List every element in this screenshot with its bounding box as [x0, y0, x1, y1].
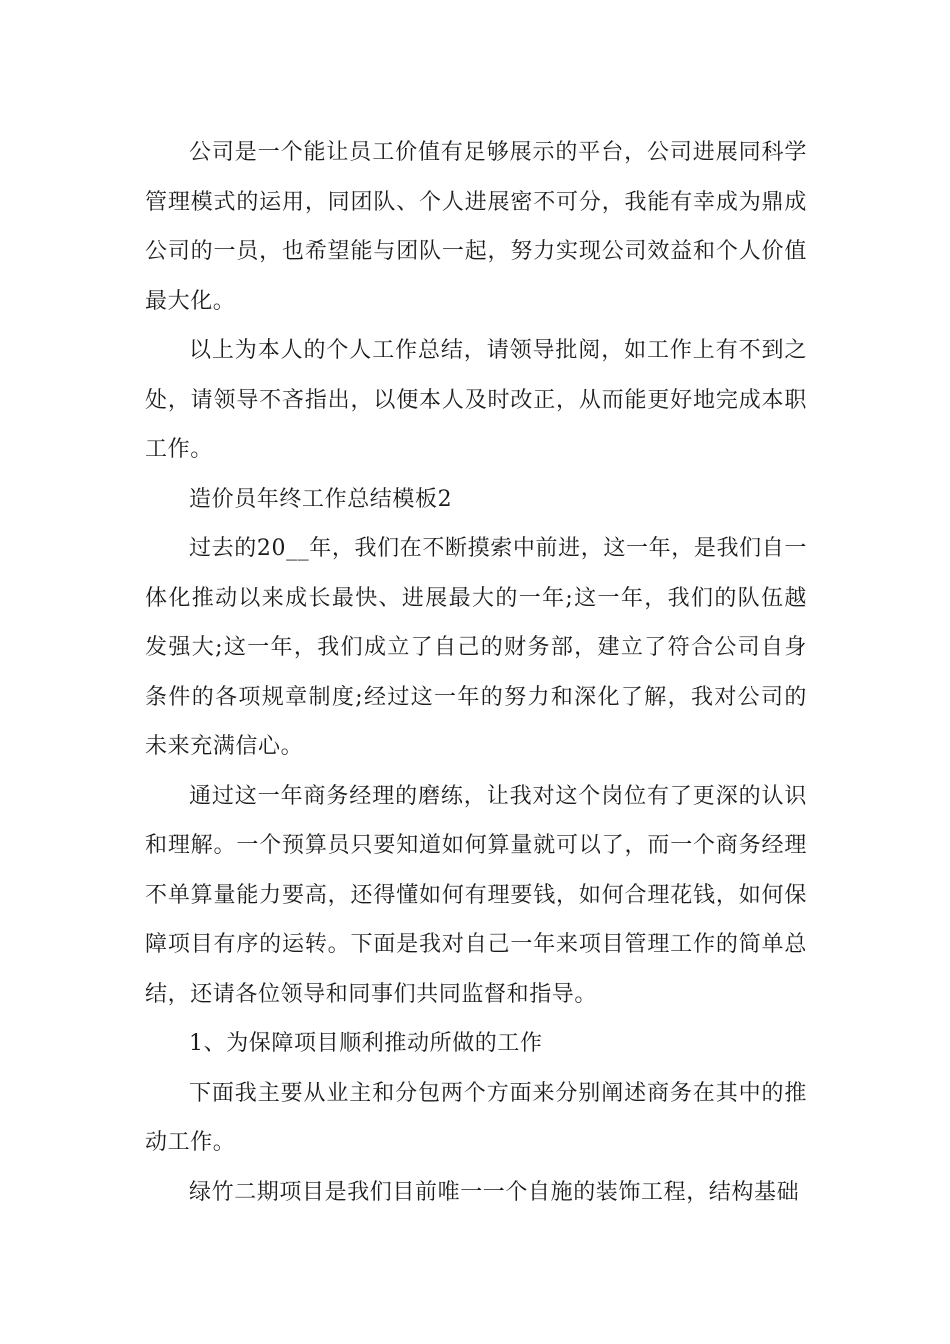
paragraph-company-platform: 公司是一个能让员工价值有足够展示的平台，公司进展同科学管理模式的运用，同团队、个人进展密不可分，我能有幸成为鼎成公司的一员，也希望能与团队一起，努力实现公司效益和个人价值最大化。 [145, 140, 807, 314]
paragraph-past-year: 过去的20__年，我们在不断摸索中前进，这一年，是我们自一体化推动以来成长最快、进展最大的一年;这一年，我们的队伍越发强大;这一年，我们成立了自己的财务部，建立了符合公司自身条件的各项规章制度;经过这一年的努力和深化了解，我对公司的未来充满信心。 [145, 536, 807, 759]
paragraph-owner-subcontract: 下面我主要从业主和分包两个方面来分别阐述商务在其中的推动工作。 [145, 1080, 807, 1155]
document-page [145, 128, 807, 1217]
paragraph-summary-closing: 以上为本人的个人工作总结，请领导批阅，如工作上有不到之处，请领导不吝指出，以便本人及时改正，从而能更好地完成本职工作。 [145, 338, 807, 462]
section-heading-template-2: 造价员年终工作总结模板2 [189, 486, 453, 512]
paragraph-lvzhu-project: 绿竹二期项目是我们目前唯一一个自施的装饰工程，结构基础 [189, 1179, 800, 1205]
paragraph-business-manager: 通过这一年商务经理的磨练，让我对这个岗位有了更深的认识和理解。一个预算员只要知道如何算量就可以了，而一个商务经理不单算量能力要高，还得懂如何有理要钱，如何合理花钱，如何保障项目有序的运转。下面是我对自己一年来项目管理工作的简单总结，还请各位领导和同事们共同监督和指导。 [145, 783, 807, 1007]
subheading-project-work: 1、为保障项目顺利推动所做的工作 [189, 1031, 543, 1056]
